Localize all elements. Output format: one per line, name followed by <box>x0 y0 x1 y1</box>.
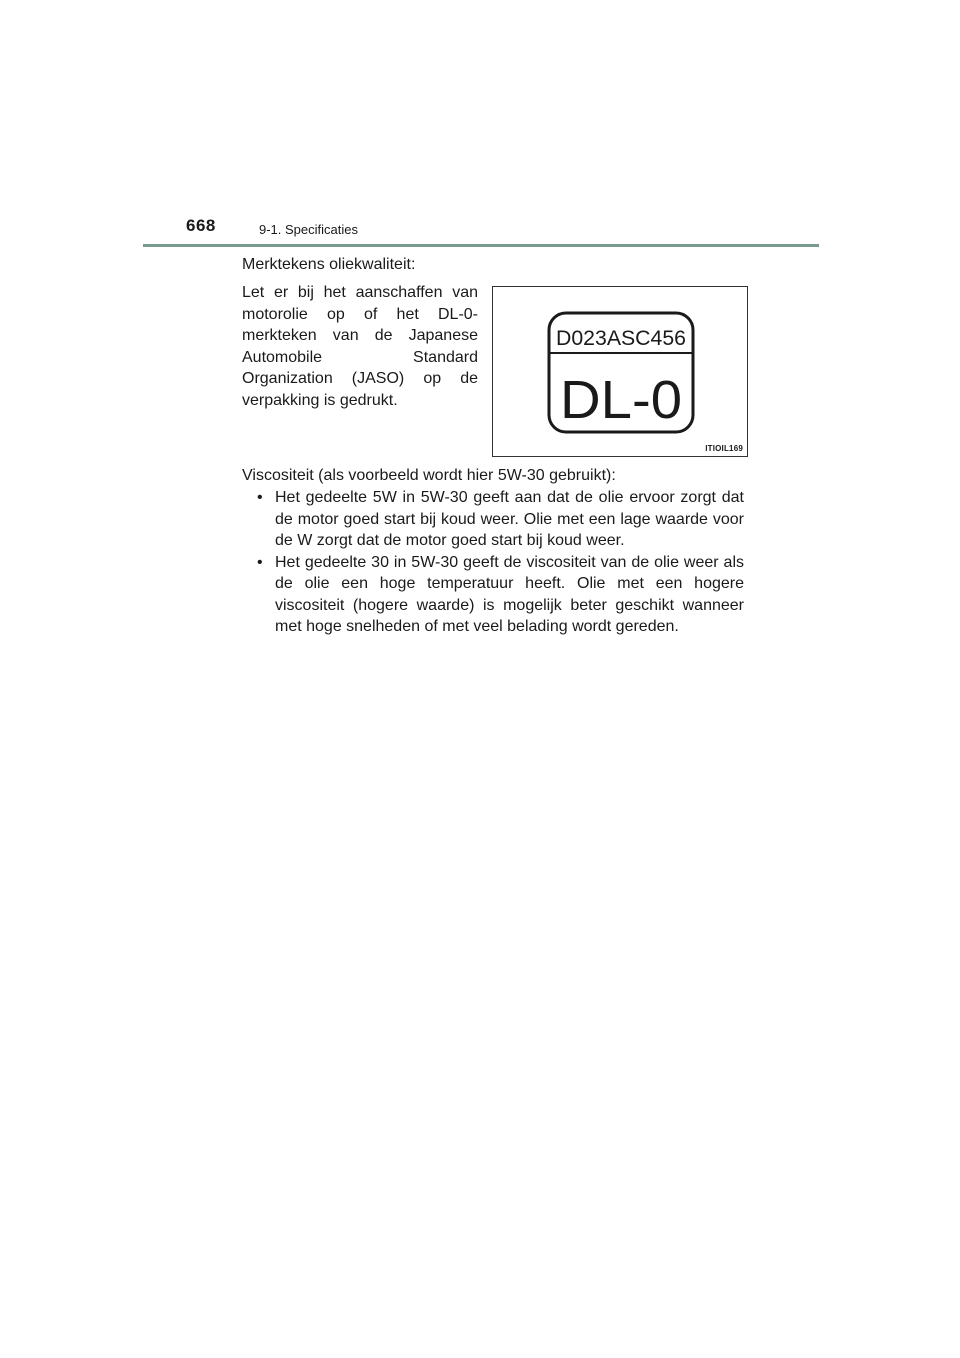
figure-id: ITIOIL169 <box>705 444 743 453</box>
bullet-text: Het gedeelte 30 in 5W-30 geeft de viscositeit van de olie weer als de olie een hoge temperatuur heeft. Olie met een hogere viscositeit (hogere waarde) is mogelijk beter geschikt wanneer met hoge snelheden of met veel belading wordt gereden. <box>275 553 744 635</box>
list-item <box>256 552 744 638</box>
heading-viscosity: Viscositeit (als voorbeeld wordt hier 5W-30 gebruikt): <box>242 467 616 484</box>
bullet-text: Het gedeelte 5W in 5W-30 geeft aan dat de olie ervoor zorgt dat de motor goed start bij koud weer. Olie met een lage waarde voor de W zorgt dat de motor goed start bij koud weer. <box>275 489 744 549</box>
heading-oil-quality: Merktekens oliekwaliteit: <box>242 256 416 273</box>
label-mark-text: DL-0 <box>560 370 682 430</box>
jaso-label-illustration <box>493 287 749 458</box>
jaso-label-figure <box>492 286 748 457</box>
intro-paragraph: Let er bij het aanschaffen van motorolie op of het DL-0-merkteken van de Japanese Automobile Standard Organization (JASO) op de verpakking is gedrukt. <box>242 284 478 409</box>
label-code-text: D023ASC456 <box>556 327 686 350</box>
section-title: 9-1. Specificaties <box>259 222 358 237</box>
page-number: 668 <box>186 216 216 235</box>
header-divider <box>143 244 819 247</box>
list-item <box>256 487 744 552</box>
bullet-dot: • <box>257 489 263 506</box>
viscosity-bullet-list <box>256 487 744 638</box>
bullet-dot: • <box>257 553 263 571</box>
